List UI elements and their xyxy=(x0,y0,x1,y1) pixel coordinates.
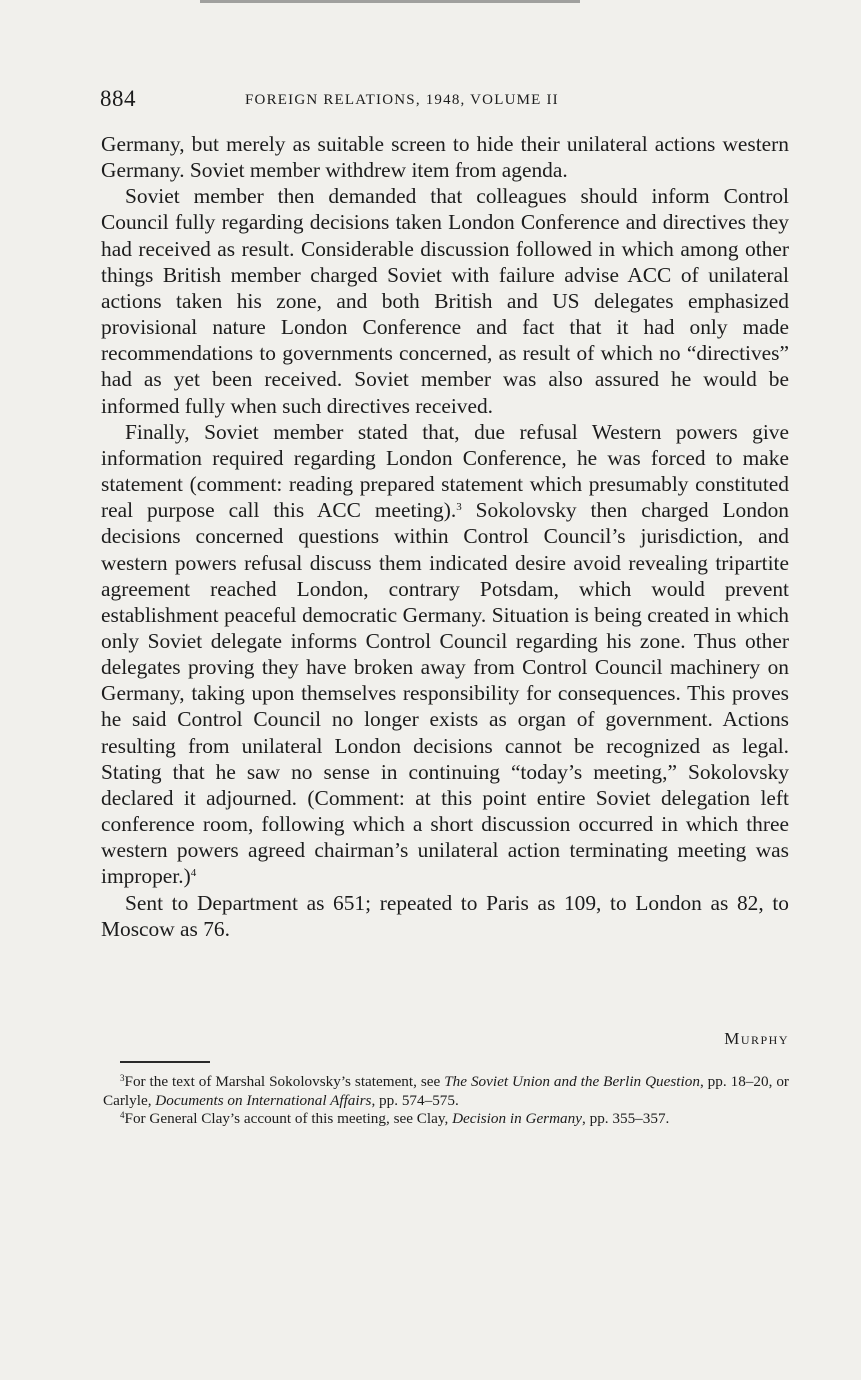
footnote-4-text-b: , pp. 355–357. xyxy=(582,1110,670,1127)
footnote-4-number: 4 xyxy=(120,1110,125,1120)
footnote-ref-3: 3 xyxy=(456,501,462,514)
footnote-4-text-a: For General Clay’s account of this meeting, see Clay, xyxy=(124,1110,453,1127)
footnote-3-number: 3 xyxy=(120,1073,125,1083)
body-text xyxy=(101,131,789,942)
signature: Murphy xyxy=(724,1029,789,1048)
footnote-3-title-2: Documents on International Affairs xyxy=(155,1091,372,1109)
page-number: 884 xyxy=(100,86,136,111)
running-title: FOREIGN RELATIONS, 1948, VOLUME II xyxy=(245,92,559,108)
paragraph-3 xyxy=(101,419,789,890)
footnote-rule xyxy=(120,1061,210,1063)
footnote-4-title: Decision in Germany xyxy=(452,1110,582,1127)
page-header xyxy=(100,86,790,116)
footnote-3 xyxy=(103,1073,789,1110)
footnote-ref-4: 4 xyxy=(190,867,197,880)
paragraph-2: Soviet member then demanded that colleagues should inform Control Council fully regarding decisions taken London Conference and directives they had received as result. Considerable discussion followed in which among other things British member charged Soviet with failure advise ACC of unilateral actions taken his zone, and both British and US delegates emphasized provisional nature London Conference and fact that it had only made recommendations to governments concerned, as result of which no “directives” had as yet been received. Soviet member was also assured he would be informed fully when such directives received. xyxy=(101,184,789,418)
footnote-3-title-1: The Soviet Union and the Berlin Question xyxy=(444,1073,700,1090)
footnote-4 xyxy=(103,1110,789,1129)
paragraph-1: Germany, but merely as suitable screen to hide their unilateral actions western Germany. Soviet member withdrew item from agenda. xyxy=(101,132,789,183)
footnote-3-text-b: , pp. 18–20, or Carlyle, xyxy=(103,1073,789,1109)
paragraph-3-part-a: Finally, Soviet member stated that, due refusal Western powers give information required regarding London Conference, he was forced to make statement (comment: reading prepared statement which presumably constituted real purpose call this ACC meeting). xyxy=(101,419,789,523)
footnotes xyxy=(103,1073,789,1129)
paragraph-3-part-b: Sokolovsky then charged London decisions concerned questions within Control Council’s jurisdiction, and western powers refusal discuss them indicated desire avoid revealing tripartite agreement reached London, contrary Potsdam, which would prevent establishment peaceful democratic Germany. Situation is being created in which only Soviet delegate informs Control Council regarding his zone. Thus other delegates proving they have broken away from Control Council machinery on Germany, taking upon themselves responsibility for consequences. This proves he said Control Council no longer exists as organ of government. Actions resulting from unilateral London decisions cannot be recognized as legal. Stating that he saw no sense in continuing “today’s meeting,” Sokolovsky declared it adjourned. (Comment: at this point entire Soviet delegation left conference room, following which a short discussion occurred in which three western powers agreed chairman’s unilateral action terminating meeting was improper.) xyxy=(101,498,789,889)
top-edge-line xyxy=(200,0,580,3)
paragraph-4: Sent to Department as 651; repeated to Paris as 109, to London as 82, to Moscow as 76. xyxy=(101,890,789,941)
footnote-3-text-c: , pp. 574–575. xyxy=(371,1091,459,1109)
footnote-3-text-a: For the text of Marshal Sokolovsky’s statement, see xyxy=(124,1073,445,1090)
